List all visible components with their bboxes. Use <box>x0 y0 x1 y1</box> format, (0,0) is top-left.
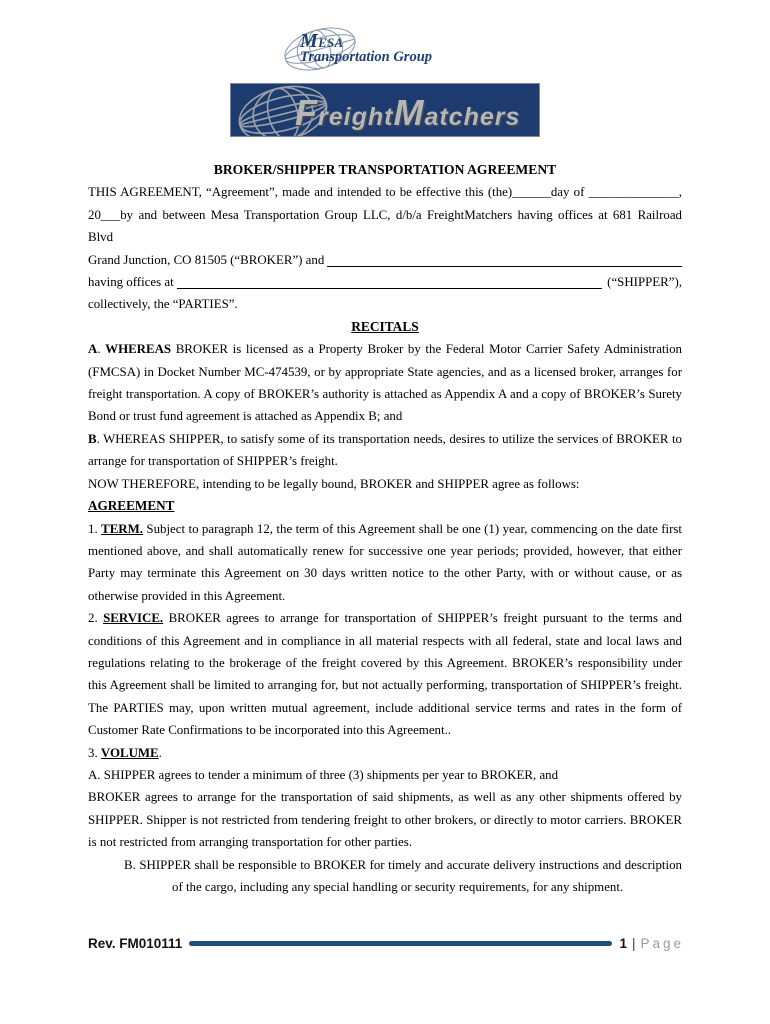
recital-b-label: B <box>88 431 97 446</box>
mesa-transportation-group-logo <box>280 30 490 78</box>
recital-a-paragraph <box>88 338 682 428</box>
now-therefore-paragraph: NOW THEREFORE, intending to be legally bound, BROKER and SHIPPER agree as follows: <box>88 476 580 491</box>
volume-item-a-first-line: A. SHIPPER agrees to tender a minimum of three (3) shipments per year to BROKER, and <box>88 767 559 782</box>
freightmatchers-logo <box>230 83 540 137</box>
mesa-logo-name-rest: ESA <box>318 36 344 50</box>
recital-b-paragraph <box>88 428 682 473</box>
document-body <box>88 159 682 898</box>
mesa-logo-initial: M <box>300 30 319 52</box>
agreement-heading: AGREEMENT <box>88 498 175 514</box>
footer-rule <box>189 941 612 946</box>
intro-line-5: collectively, the “PARTIES”. <box>88 297 238 312</box>
freightmatchers-cap-m: M <box>393 92 425 133</box>
freightmatchers-logo-text <box>295 92 521 133</box>
page-label: Page <box>640 936 684 951</box>
volume-item-b: B. SHIPPER shall be responsible to BROKER for timely and accurate delivery instructions and description of the cargo, including any special handling or security requirements, for any shipment. <box>124 857 682 894</box>
section-1-number: 1. <box>88 521 102 536</box>
page-number: 1 <box>619 936 627 951</box>
section-3-title: VOLUME <box>100 745 159 760</box>
section-2-service <box>88 607 682 741</box>
section-1-text: Subject to paragraph 12, the term of this Agreement shall be one (1) year, commencing on the date first mentioned above, and shall automatically renew for successive one year periods; provided, however, that either Party may terminate this Agreement on 30 days written notice to the other Party, with or without cause, or as otherwise provided in this Agreement. <box>88 521 683 603</box>
mesa-logo-text <box>300 30 432 65</box>
page-footer <box>88 936 684 951</box>
freightmatchers-reight: reight <box>318 103 394 131</box>
shipper-address-blank-line <box>177 271 602 289</box>
page-number-separator: | <box>631 936 636 951</box>
document-header <box>0 0 770 137</box>
recitals-heading: RECITALS <box>351 318 419 334</box>
intro-line-4 <box>88 271 682 293</box>
recital-a-whereas: WHEREAS <box>105 342 172 357</box>
section-2-number: 2. <box>88 611 104 626</box>
recital-b-text: . WHEREAS SHIPPER, to satisfy some of its transportation needs, desires to utilize the services of BROKER to arrange for transportation of SHIPPER’s freight. <box>88 431 682 469</box>
recital-a-separator: . <box>97 342 106 357</box>
section-1-term <box>88 518 682 608</box>
section-3-number: 3. <box>88 745 101 760</box>
recital-a-text: BROKER is licensed as a Property Broker by the Federal Motor Carrier Safety Administration (FMCSA) in Docket Number MC-474539, or by appropriate State agencies, and as a licensed broker, arranges for freight transportation. A copy of BROKER’s authority is attached as Appendix A and a copy of BROKER’s Surety Bond or trust fund agreement is attached as Appendix B; and <box>88 342 682 424</box>
document-title: BROKER/SHIPPER TRANSPORTATION AGREEMENT <box>213 162 557 177</box>
mesa-logo-subtitle: Transportation Group <box>300 49 433 65</box>
freightmatchers-cap-f: F <box>295 92 318 133</box>
shipper-name-blank-line <box>327 249 682 267</box>
recital-a-label: A <box>88 342 98 357</box>
section-2-title: SERVICE. <box>103 611 164 626</box>
broker-and-label: Grand Junction, CO 81505 (“BROKER”) and <box>88 252 325 267</box>
section-1-title: TERM. <box>101 521 143 536</box>
section-3-dot: . <box>158 745 162 760</box>
revision-label: Rev. FM010111 <box>88 936 183 951</box>
shipper-suffix-label: (“SHIPPER”), <box>607 275 682 290</box>
intro-line-2: 20___by and between Mesa Transportation Group LLC, d/b/a FreightMatchers having offices at 681 Railroad Blvd <box>88 207 682 245</box>
intro-line-3 <box>88 249 682 271</box>
volume-item-a-continuation: BROKER agrees to arrange for the transportation of said shipments, as well as any other shipments offered by SHIPPER. Shipper is not restricted from tendering freight to other brokers, or directly to motor carriers. BROKER is not restricted from arranging transportation for other parties. <box>88 790 682 850</box>
section-3-volume-heading <box>88 742 682 764</box>
intro-line-1: THIS AGREEMENT, “Agreement”, made and intended to be effective this (the)______day of ______________, <box>88 185 682 200</box>
section-2-text: BROKER agrees to arrange for transportation of SHIPPER’s freight pursuant to the terms and conditions of this Agreement and in compliance in all material respects with all federal, state and local laws and regulations relating to the brokerage of the freight covered by this Agreement. BROKER’s responsibility under this Agreement shall be limited to arranging for, but not actually performing, transportation of SHIPPER’s freight. The PARTIES may, upon written mutual agreement, include additional service terms and rates in the form of Customer Rate Confirmations to be incorporated into this Agreement.. <box>88 611 682 738</box>
having-offices-at-label: having offices at <box>88 275 174 290</box>
freightmatchers-atchers: atchers <box>424 103 521 131</box>
